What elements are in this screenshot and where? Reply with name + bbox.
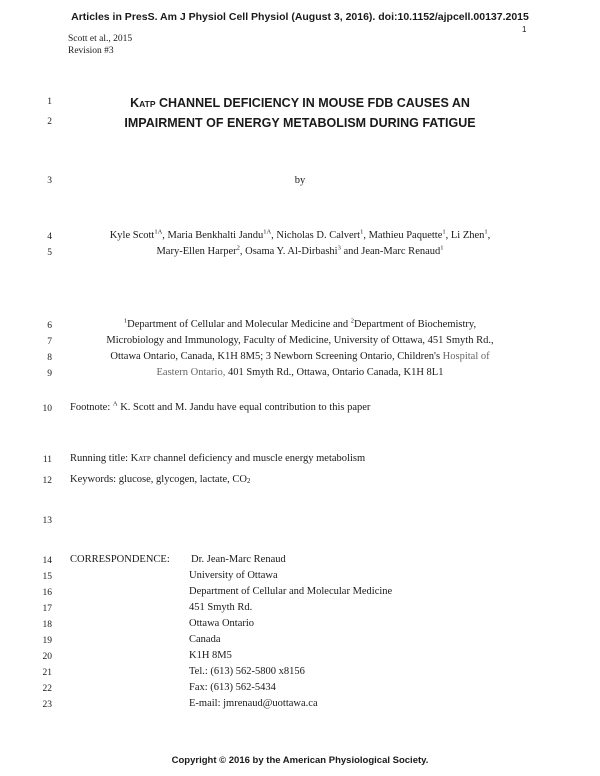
authors-line-2 [70, 246, 530, 257]
correspondence-line: K1H 8M5 [189, 650, 232, 661]
correspondence-email[interactable]: E-mail: jmrenaud@uottawa.ca [189, 698, 318, 709]
footnote-mark: A [112, 400, 118, 408]
line-number: 16 [42, 588, 52, 598]
affiliation-text-gray: Eastern Ontario, [156, 367, 226, 378]
paper-title-line-2: IMPAIRMENT OF ENERGY METABOLISM DURING FATIGUE [124, 116, 476, 130]
line-number: 19 [42, 636, 52, 646]
line-number: 9 [47, 369, 52, 379]
affiliation-line-1 [70, 319, 530, 330]
author-name: Mary-Ellen Harper [156, 246, 237, 257]
affiliation-mark: 2 [350, 317, 355, 325]
running-title [70, 453, 365, 464]
line-number: 2 [47, 117, 52, 127]
journal-header: Articles in PresS. Am J Physiol Cell Physiol (August 3, 2016). doi:10.1152/ajpcell.00137.2015 [71, 11, 529, 23]
keywords [70, 474, 251, 485]
correspondence-line: Ottawa Ontario [189, 618, 255, 629]
keywords-subscript: 2 [247, 477, 251, 485]
keywords-text: Keywords: glucose, glycogen, lactate, CO [70, 474, 247, 485]
footnote-text: K. Scott and M. Jandu have equal contribution to this paper [117, 402, 371, 413]
affiliation-line-4 [70, 367, 530, 378]
affiliation-mark: 1 [123, 317, 128, 325]
affiliation-line-3 [70, 351, 530, 362]
line-number: 15 [42, 572, 52, 582]
correspondence-line: University of Ottawa [189, 570, 278, 581]
correspondence-line: Canada [189, 634, 221, 645]
author-affiliation-mark: 3 [337, 244, 341, 252]
author-affiliation-mark: 1 [440, 244, 444, 252]
line-number: 8 [47, 353, 52, 363]
footnote-label: Footnote: [70, 402, 113, 413]
author-name: , Nicholas D. Calvert [271, 230, 361, 241]
affiliation-text: Department of Biochemistry, [354, 319, 477, 330]
footnote [70, 402, 370, 413]
line-number: 13 [42, 516, 52, 526]
title-katp-k: K [130, 96, 140, 110]
line-number: 12 [42, 476, 52, 486]
authors-line-1 [70, 230, 530, 241]
author-name: , Osama Y. Al-Dirbashi [239, 246, 338, 257]
line-number: 5 [47, 248, 52, 258]
author-affiliation-mark: 1 [360, 228, 364, 236]
line-number: 18 [42, 620, 52, 630]
author-affiliation-mark: 1A [263, 228, 272, 236]
line-number: 4 [47, 232, 52, 242]
correspondence-line: Department of Cellular and Molecular Medicine [189, 586, 393, 597]
title-katp-sub: ATP [139, 99, 156, 109]
running-title-katp-sub: ATP [138, 455, 151, 463]
running-author-year: Scott et al., 2015 [68, 34, 133, 44]
author-separator: , [487, 230, 491, 241]
author-name: and Jean-Marc Renaud [340, 246, 441, 257]
author-affiliation-mark: 2 [236, 244, 240, 252]
revision-label: Revision #3 [68, 46, 114, 56]
line-number: 11 [42, 455, 52, 465]
author-name: , Maria Benkhalti Jandu [162, 230, 264, 241]
copyright-footer: Copyright © 2016 by the American Physiological Society. [171, 755, 429, 766]
line-number: 1 [47, 97, 52, 107]
affiliation-text-gray: Hospital of [442, 351, 490, 362]
affiliation-text: 401 Smyth Rd., Ottawa, Ontario Canada, K1H 8L1 [225, 367, 444, 378]
affiliation-line-2: Microbiology and Immunology, Faculty of Medicine, University of Ottawa, 451 Smyth Rd., [106, 335, 494, 346]
page-number: 1 [522, 25, 527, 34]
line-number: 20 [42, 652, 52, 662]
line-number: 7 [47, 337, 52, 347]
line-number: 17 [42, 604, 52, 614]
running-title-text: channel deficiency and muscle energy metabolism [150, 453, 366, 464]
correspondence-line: Tel.: (613) 562-5800 x8156 [189, 666, 305, 677]
line-number: 14 [42, 556, 52, 566]
running-title-katp-k: K [130, 453, 139, 464]
line-number: 6 [47, 321, 52, 331]
author-affiliation-mark: 1A [154, 228, 163, 236]
author-name: , Li Zhen [445, 230, 485, 241]
correspondence-line: 451 Smyth Rd. [189, 602, 253, 613]
affiliation-text: Department of Cellular and Molecular Medicine and [127, 319, 351, 330]
line-number: 23 [42, 700, 52, 710]
line-number: 3 [47, 176, 52, 186]
author-affiliation-mark: 1 [442, 228, 446, 236]
affiliation-text: Ottawa Ontario, Canada, K1H 8M5; 3 Newborn Screening Ontario, Children's [110, 351, 443, 362]
line-number: 21 [42, 668, 52, 678]
correspondence-line: Fax: (613) 562-5434 [189, 682, 276, 693]
author-name: Kyle Scott [109, 230, 155, 241]
title-line-1-text: CHANNEL DEFICIENCY IN MOUSE FDB CAUSES AN [155, 96, 470, 110]
correspondence-line: Dr. Jean-Marc Renaud [191, 554, 286, 565]
paper-title-line-1 [70, 96, 530, 110]
author-affiliation-mark: 1 [484, 228, 488, 236]
correspondence-label: CORRESPONDENCE: [70, 554, 170, 565]
byline: by [294, 175, 306, 186]
author-name: , Mathieu Paquette [363, 230, 443, 241]
line-number: 10 [42, 404, 52, 414]
running-title-label: Running title: [70, 453, 131, 464]
line-number: 22 [42, 684, 52, 694]
